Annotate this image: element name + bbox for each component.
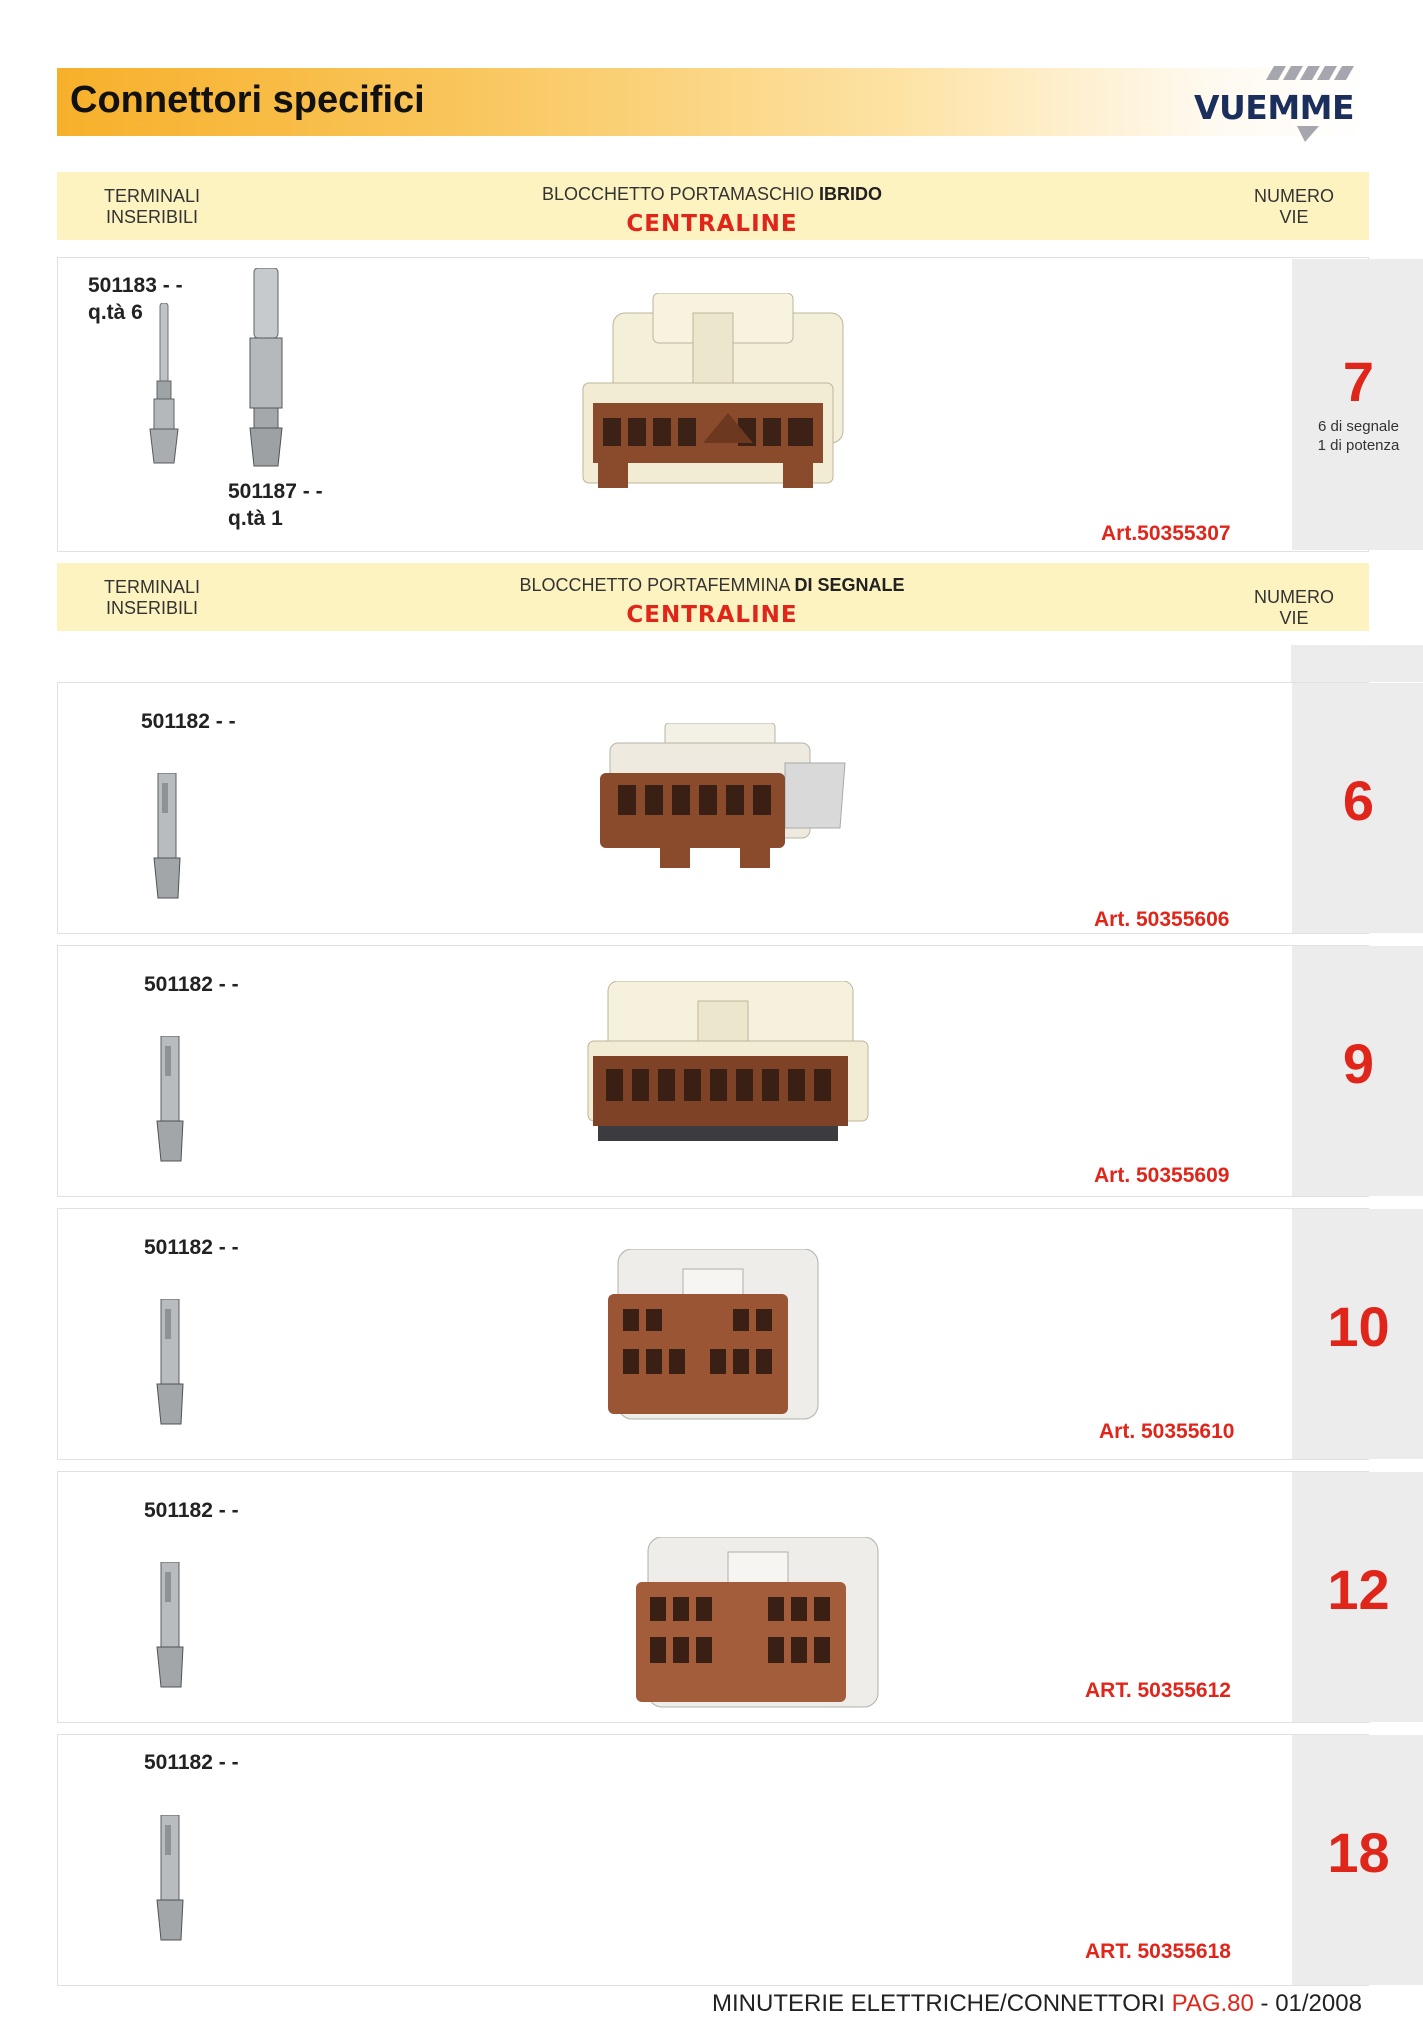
- terminal-code: [228, 478, 323, 532]
- ways-panel: [1292, 946, 1423, 1196]
- product-row: [57, 1471, 1390, 1723]
- ways-panel: [1292, 1209, 1423, 1459]
- ways-panel: [1292, 1735, 1423, 1985]
- article-number: Art. 50355606: [1094, 908, 1230, 931]
- header-label: NUMERO: [1254, 186, 1334, 206]
- ways-panel: [1292, 1472, 1423, 1722]
- female-terminal-image: [151, 1562, 191, 1692]
- male-terminal-thin-image: [140, 303, 190, 468]
- terminal-code-label: 501183 - -: [88, 274, 183, 297]
- terminal-quantity: q.tà 6: [88, 301, 143, 324]
- terminal-code: 501182 - -: [144, 1499, 239, 1522]
- ways-panel-top: [1291, 645, 1423, 682]
- article-number: ART. 50355618: [1085, 1940, 1231, 1963]
- block-type-bold: DI SEGNALE: [794, 575, 905, 595]
- ways-note-line: 6 di segnale: [1318, 418, 1399, 435]
- article-number: Art. 50355609: [1094, 1164, 1230, 1187]
- terminal-code: 501182 - -: [141, 710, 236, 733]
- block-type-label: BLOCCHETTO PORTAMASCHIO: [541, 184, 820, 204]
- terminals-column-header: [97, 186, 207, 228]
- ways-note: [1292, 417, 1423, 455]
- page-title: Connettori specifici: [70, 79, 425, 121]
- footer-date: - 01/2008: [1253, 1990, 1362, 2017]
- page-number: PAG.80: [1171, 1990, 1254, 2017]
- ways-count: 7: [1342, 350, 1375, 413]
- header-label: TERMINALI: [103, 577, 200, 597]
- ways-note-line: 1 di potenza: [1317, 437, 1400, 454]
- article-number: ART. 50355612: [1085, 1679, 1231, 1702]
- terminal-code: 501182 - -: [144, 1751, 239, 1774]
- header-label: TERMINALI: [103, 186, 200, 206]
- terminal-code-label: 501187 - -: [228, 480, 323, 503]
- female-section-header: [57, 563, 1369, 631]
- female-connector-6-image: [590, 723, 850, 883]
- footer-label: MINUTERIE ELETTRICHE/CONNETTORI: [712, 1990, 1172, 2017]
- header-label: VIE: [1279, 608, 1309, 628]
- ways-count: 9: [1342, 1032, 1375, 1095]
- block-type-label: BLOCCHETTO PORTAFEMMINA: [519, 575, 795, 595]
- hybrid-connector-image: [573, 293, 863, 508]
- page-footer: [712, 1990, 1362, 2018]
- terminal-code: 501182 - -: [144, 973, 239, 996]
- header-label: NUMERO: [1254, 587, 1334, 607]
- female-connector-12-image: [628, 1537, 888, 1717]
- article-number: Art.50355307: [1101, 522, 1231, 545]
- article-number: Art. 50355610: [1099, 1420, 1235, 1443]
- female-terminal-image: [151, 1299, 191, 1429]
- terminals-column-header: [97, 577, 207, 619]
- male-terminal-power-image: [238, 268, 298, 468]
- female-terminal-image: [151, 1815, 191, 1945]
- block-type-bold: IBRIDO: [819, 184, 883, 204]
- female-terminal-image: [148, 773, 188, 903]
- female-connector-10-image: [598, 1249, 838, 1429]
- ways-count: 18: [1327, 1821, 1390, 1884]
- ways-count: 6: [1342, 769, 1375, 832]
- header-label: INSERIBILI: [105, 598, 199, 618]
- header-label: INSERIBILI: [105, 207, 199, 227]
- product-row: [57, 1734, 1390, 1986]
- ways-panel: [1292, 259, 1423, 550]
- header-label: VIE: [1279, 207, 1309, 227]
- female-connector-9-image: [578, 981, 878, 1161]
- ways-count: 12: [1327, 1558, 1390, 1621]
- block-type-header: [477, 575, 947, 628]
- product-row: [57, 945, 1375, 1197]
- product-row: [57, 257, 1400, 552]
- ways-count: 10: [1327, 1295, 1390, 1358]
- terminal-code: 501182 - -: [144, 1236, 239, 1259]
- product-row: [57, 1208, 1390, 1460]
- block-type-header: [477, 184, 947, 237]
- ways-column-header: [1239, 186, 1349, 228]
- product-row: [57, 682, 1375, 934]
- male-section-header: [57, 172, 1369, 240]
- page-title-bar: [57, 68, 1369, 136]
- female-terminal-image: [151, 1036, 191, 1166]
- brand-logo: [1179, 58, 1369, 148]
- brand-name: VUEMME: [1193, 88, 1355, 127]
- terminal-quantity: q.tà 1: [228, 507, 283, 530]
- block-category: CENTRALINE: [626, 211, 798, 237]
- block-category: CENTRALINE: [626, 602, 798, 628]
- ways-column-header: [1239, 587, 1349, 629]
- ways-panel: [1292, 683, 1423, 933]
